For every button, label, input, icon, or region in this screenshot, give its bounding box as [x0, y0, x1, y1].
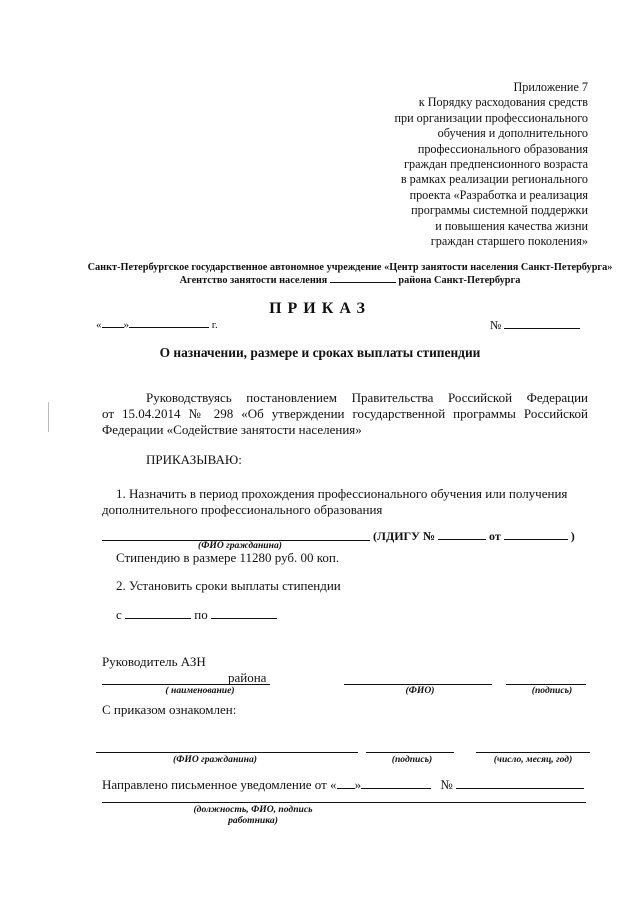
day-blank: [102, 327, 124, 328]
appendix-line: граждан предпенсионного возраста: [404, 157, 588, 172]
agency-prefix: Агентство занятости населения: [179, 275, 328, 286]
item2-text: 2. Установить сроки выплаты стипендии: [116, 578, 341, 593]
notice-label: Направлено письменное уведомление от «: [102, 777, 337, 792]
appendix-line: программы системной поддержки: [411, 203, 588, 218]
period-line: [116, 607, 277, 623]
agency-line: [60, 275, 640, 286]
acquaint-date-caption: (число, месяц, год): [493, 754, 573, 765]
head-fio-caption: (ФИО): [405, 685, 435, 696]
acquaint-label: С приказом ознакомлен:: [102, 702, 237, 717]
appendix-line: к Порядку расходования средств: [418, 95, 588, 110]
month-blank: [129, 327, 209, 328]
period-to-label: по: [194, 607, 208, 622]
acquaint-date-line: [476, 752, 590, 753]
ldigu-label: (ЛДИГУ №: [373, 529, 436, 543]
number-label: №: [490, 318, 502, 332]
period-from-blank: [125, 618, 191, 619]
basis-line-1: Руководствуясь постановлением Правительства Российской Федерации: [146, 390, 588, 405]
notice-line: [102, 777, 584, 793]
ldigu-from-label: от: [489, 529, 501, 543]
date-quote-open: «: [96, 319, 102, 331]
notice-day-blank: [337, 788, 355, 789]
order-word: ПРИКАЗЫВАЮ:: [146, 452, 242, 467]
ldigu-line: [373, 528, 575, 544]
stipend-amount: Стипендию в размере 11280 руб. 00 коп.: [116, 550, 340, 565]
appendix-line: профессионального образования: [417, 141, 588, 156]
number-blank: [504, 328, 580, 329]
item1-line-1: 1. Назначить в период прохождения профессионального обучения или получения: [116, 486, 568, 501]
period-to-blank: [211, 618, 277, 619]
order-subject: О назначении, размере и сроках выплаты стипендии: [159, 345, 481, 360]
order-title: ПРИКАЗ: [269, 300, 371, 317]
acquaint-fio-line: [96, 752, 358, 753]
notice-number-label: №: [440, 777, 453, 792]
notice-worker-line: [102, 802, 586, 803]
appendix-line: граждан старшего поколения»: [430, 234, 588, 249]
basis-line-3: Федерации «Содействие занятости населения»: [102, 422, 362, 437]
acquaint-sign-caption: (подпись): [391, 754, 433, 765]
appendix-line: при организации профессионального: [394, 110, 588, 125]
notice-quote-close: »: [354, 777, 362, 792]
acquaint-fio-caption: (ФИО гражданина): [173, 754, 257, 765]
head-name-caption: ( наименование): [165, 685, 235, 696]
number-line: [490, 317, 580, 333]
org-name: Санкт-Петербургское государственное автономное учреждение «Центр занятости населения Санкт-Петербурга»: [87, 262, 613, 273]
appendix-line: в рамках реализации регионального: [400, 172, 588, 187]
head-label: Руководитель АЗН: [102, 654, 206, 669]
notice-number-blank: [456, 788, 584, 789]
notice-caption: (должность, ФИО, подпись работника): [193, 804, 313, 826]
ldigu-close: ): [570, 529, 575, 543]
basis-line-2: от 15.04.2014 № 298 «Об утверждении государственной программы Российской: [102, 406, 588, 421]
acquaint-sign-line: [366, 752, 454, 753]
margin-mark: [48, 402, 49, 432]
notice-month-blank: [361, 788, 431, 789]
date-line: [96, 317, 218, 333]
appendix-line: Приложение 7: [513, 80, 588, 94]
appendix-line: обучения и дополнительного: [437, 126, 588, 141]
head-sign-caption: (подпись): [531, 685, 573, 696]
appendix-block: [268, 80, 588, 249]
date-quote-close: »: [123, 319, 129, 331]
citizen-caption: (ФИО гражданина): [198, 540, 282, 551]
ldigu-number-blank: [438, 539, 486, 540]
year-suffix: г.: [211, 319, 218, 331]
appendix-line: и повышения качества жизни: [435, 218, 588, 233]
district-word: района: [228, 670, 267, 685]
item1-line-2: дополнительного профессионального образования: [102, 502, 383, 517]
appendix-line: проекта «Разработка и реализация: [409, 187, 588, 202]
district-blank: [330, 282, 396, 283]
period-from-label: с: [116, 607, 122, 622]
agency-suffix: района Санкт-Петербурга: [398, 275, 521, 286]
ldigu-date-blank: [504, 539, 568, 540]
